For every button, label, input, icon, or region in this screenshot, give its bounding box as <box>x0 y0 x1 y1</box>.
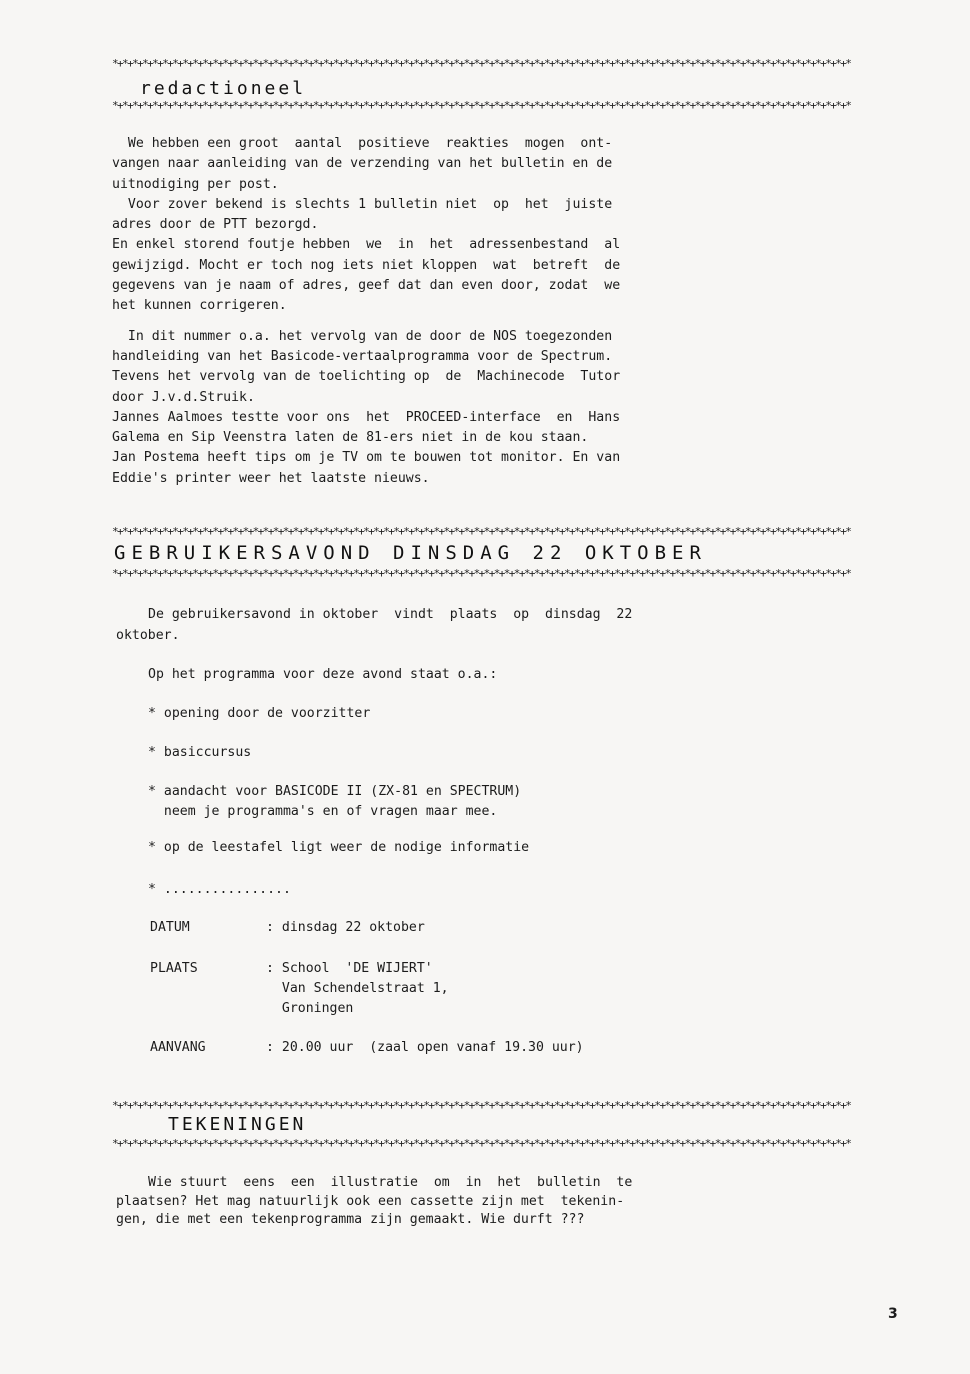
text-line: uitnodiging per post. <box>112 176 279 192</box>
plaats-value: Groningen <box>266 1001 354 1016</box>
star-divider: *+*+*+*+*+*+*+*+*+*+*+*+*+*+*+*+*+*+*+*+*+*+*+*+*+*+*+*+*+*+*+*+*+*+*+*+*+*+*+*+*+*+*+*+*+*+*+*+*+*+*+*+*+*+*+*+*+*+*+*+*+*+*+*+*+*+*+*+*+*+*+*+*+* <box>112 568 851 580</box>
program-item: neem je programma's en of vragen maar mee. <box>148 804 498 819</box>
plaats-value: : School 'DE WIJERT' <box>266 961 433 976</box>
program-item: * opening door de voorzitter <box>148 706 371 721</box>
text-line: door J.v.d.Struik. <box>112 389 255 405</box>
text-line: vangen naar aanleiding van de verzending van het bulletin en de <box>112 156 613 172</box>
text-line: handleiding van het Basicode-vertaalprogramma voor de Spectrum. <box>112 348 613 364</box>
text-line: gewijzigd. Mocht er toch nog iets niet kloppen wat betreft de <box>112 257 621 273</box>
text-line: In dit nummer o.a. het vervolg van de door de NOS toegezonden <box>112 328 613 344</box>
text-line: adres door de PTT bezorgd. <box>112 217 319 233</box>
text-line: Voor zover bekend is slechts 1 bulletin niet op het juiste <box>112 196 613 212</box>
text-line: We hebben een groot aantal positieve reakties mogen ont- <box>112 136 613 151</box>
text-line: plaatsen? Het mag natuurlijk ook een cassette zijn met tekenin- <box>116 1194 625 1209</box>
section-heading-redactioneel: redactioneel <box>140 78 307 99</box>
text-line: het kunnen corrigeren. <box>112 298 287 314</box>
aanvang-value: : 20.00 uur (zaal open vanaf 19.30 uur) <box>266 1040 584 1055</box>
program-title: Op het programma voor deze avond staat o.a.: <box>148 667 498 682</box>
star-divider: *+*+*+*+*+*+*+*+*+*+*+*+*+*+*+*+*+*+*+*+*+*+*+*+*+*+*+*+*+*+*+*+*+*+*+*+*+*+*+*+*+*+*+*+*+*+*+*+*+*+*+*+*+*+*+*+*+*+*+*+*+*+*+*+*+*+*+*+*+*+*+*+*+* <box>112 1100 851 1112</box>
plaats-label: PLAATS <box>150 961 198 976</box>
aanvang-label: AANVANG <box>150 1040 206 1055</box>
text-line: Jannes Aalmoes testte voor ons het PROCEED-interface en Hans <box>112 409 621 425</box>
star-divider: *+*+*+*+*+*+*+*+*+*+*+*+*+*+*+*+*+*+*+*+*+*+*+*+*+*+*+*+*+*+*+*+*+*+*+*+*+*+*+*+*+*+*+*+*+*+*+*+*+*+*+*+*+*+*+*+*+*+*+*+*+*+*+*+*+*+*+*+*+*+*+*+*+* <box>112 58 851 70</box>
program-item: * aandacht voor BASICODE II (ZX-81 en SPECTRUM) <box>148 784 522 799</box>
text-line: En enkel storend foutje hebben we in het adressenbestand al <box>112 237 621 253</box>
datum-label: DATUM <box>150 920 190 935</box>
text-line: Wie stuurt eens een illustratie om in het bulletin te <box>148 1175 633 1190</box>
program-item: * ................ <box>148 882 291 897</box>
star-divider: *+*+*+*+*+*+*+*+*+*+*+*+*+*+*+*+*+*+*+*+*+*+*+*+*+*+*+*+*+*+*+*+*+*+*+*+*+*+*+*+*+*+*+*+*+*+*+*+*+*+*+*+*+*+*+*+*+*+*+*+*+*+*+*+*+*+*+*+*+*+*+*+*+* <box>112 1138 851 1150</box>
star-divider: *+*+*+*+*+*+*+*+*+*+*+*+*+*+*+*+*+*+*+*+*+*+*+*+*+*+*+*+*+*+*+*+*+*+*+*+*+*+*+*+*+*+*+*+*+*+*+*+*+*+*+*+*+*+*+*+*+*+*+*+*+*+*+*+*+*+*+*+*+*+*+*+*+* <box>112 526 851 538</box>
text-line: gegevens van je naam of adres, geef dat dan even door, zodat we <box>112 278 621 294</box>
section-heading-gebruikersavond: GEBRUIKERSAVOND DINSDAG 22 OKTOBER <box>114 542 707 564</box>
datum-value: : dinsdag 22 oktober <box>266 920 425 935</box>
text-line: Eddie's printer weer het laatste nieuws. <box>112 470 430 486</box>
text-line: Galema en Sip Veenstra laten de 81-ers niet in de kou staan. <box>112 430 589 446</box>
tekeningen-body <box>148 1173 864 1193</box>
text-line: gen, die met een tekenprogramma zijn gemaakt. Wie durft ??? <box>116 1212 585 1227</box>
section-heading-tekeningen: TEKENINGEN <box>168 1114 307 1135</box>
text-line: Jan Postema heeft tips om je TV om te bouwen tot monitor. En van <box>112 450 621 466</box>
page-number: 3 <box>888 1306 898 1322</box>
redactioneel-body <box>112 134 864 489</box>
plaats-value: Van Schendelstraat 1, <box>266 981 449 996</box>
program-item: * op de leestafel ligt weer de nodige informatie <box>148 840 530 855</box>
star-divider: *+*+*+*+*+*+*+*+*+*+*+*+*+*+*+*+*+*+*+*+*+*+*+*+*+*+*+*+*+*+*+*+*+*+*+*+*+*+*+*+*+*+*+*+*+*+*+*+*+*+*+*+*+*+*+*+*+*+*+*+*+*+*+*+*+*+*+*+*+*+*+*+*+* <box>112 100 851 112</box>
text-line: oktober. <box>116 628 180 643</box>
gebruikersavond-intro <box>148 605 864 625</box>
text-line: Tevens het vervolg van de toelichting op de Machinecode Tutor <box>112 369 621 385</box>
text-line: De gebruikersavond in oktober vindt plaats op dinsdag 22 <box>148 607 633 622</box>
program-item: * basiccursus <box>148 745 252 760</box>
